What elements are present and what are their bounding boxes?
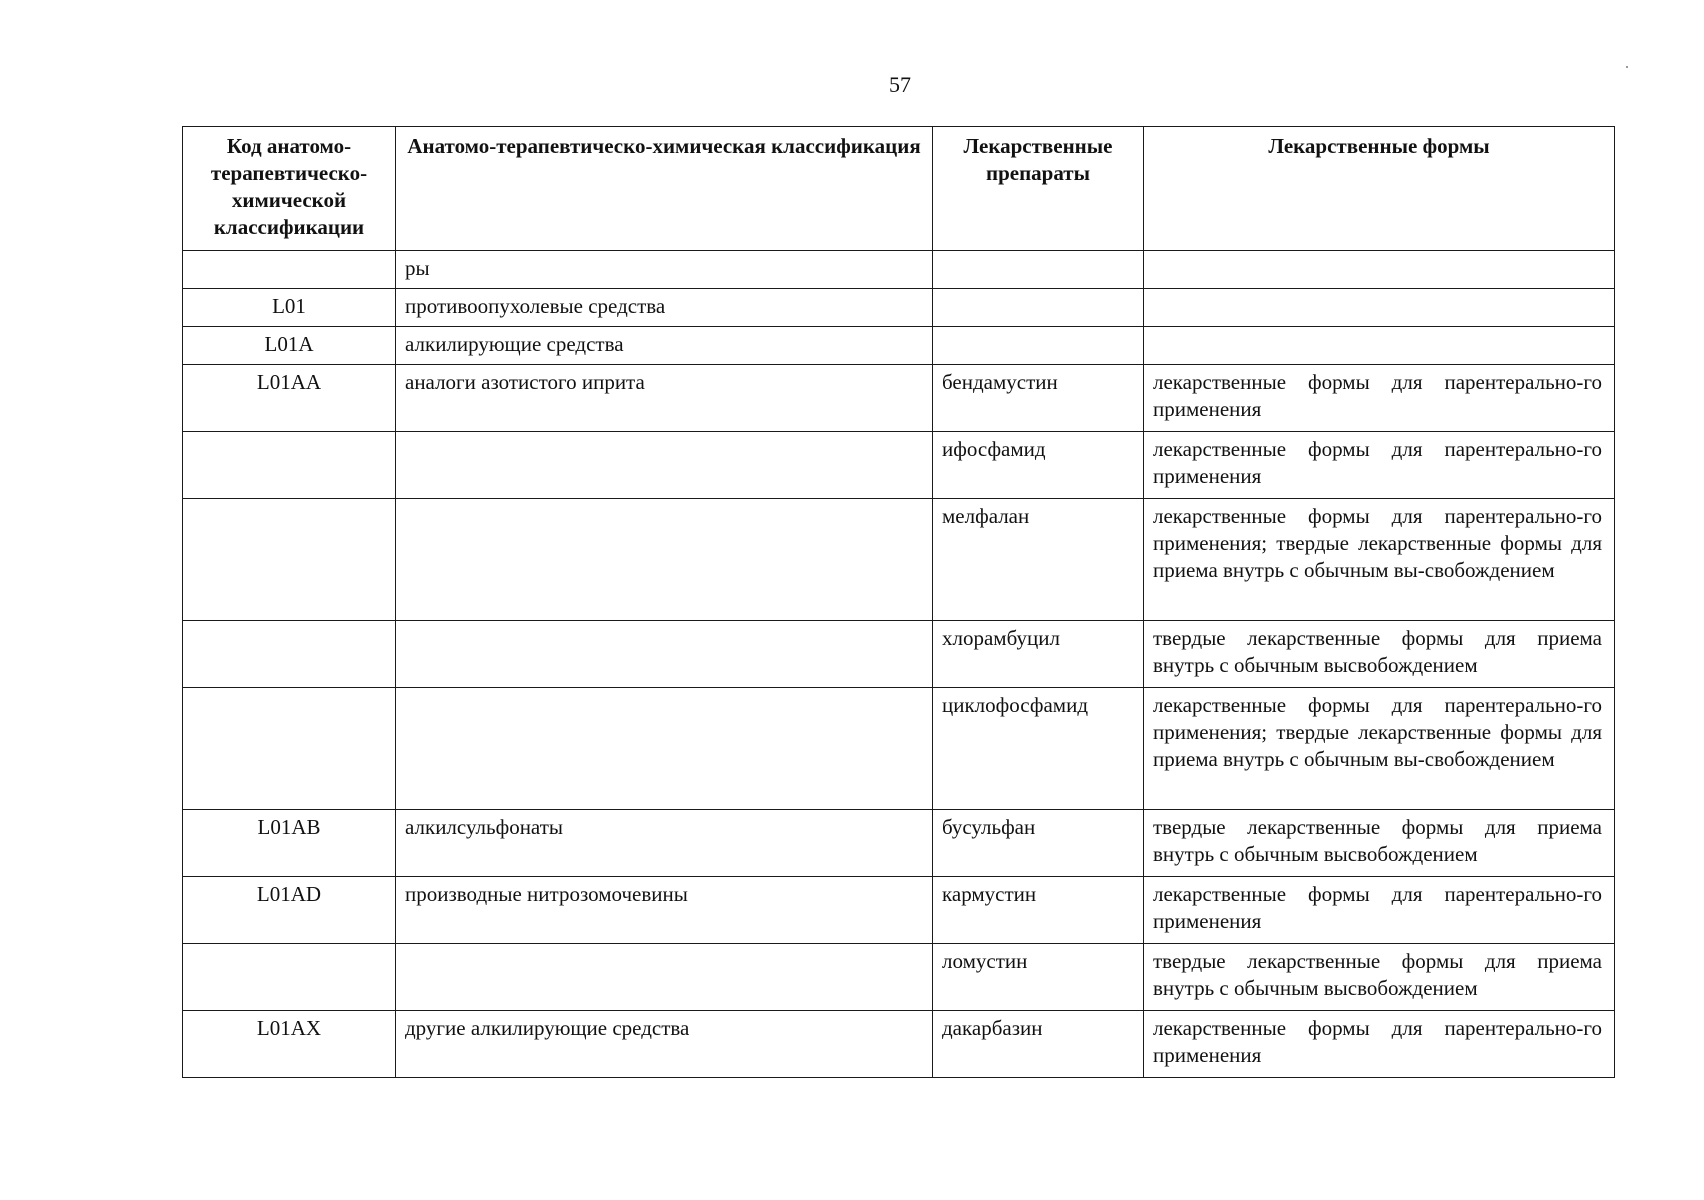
cell-drug: хлорамбуцил — [933, 621, 1144, 688]
cell-code: L01AX — [183, 1011, 396, 1078]
table-header-row — [183, 127, 1615, 251]
header-atc-code: Код анатомо-терапевтическо-химической классификации — [183, 127, 396, 251]
header-dosage-forms: Лекарственные формы — [1144, 127, 1615, 251]
table-row — [183, 1011, 1615, 1078]
cell-forms — [1144, 289, 1615, 327]
atc-table — [182, 126, 1615, 1078]
cell-code: L01AD — [183, 877, 396, 944]
cell-drug — [933, 327, 1144, 365]
header-drugs: Лекарственные препараты — [933, 127, 1144, 251]
cell-classification — [396, 499, 933, 621]
table-row — [183, 432, 1615, 499]
cell-code — [183, 621, 396, 688]
table-row — [183, 289, 1615, 327]
table-row — [183, 365, 1615, 432]
cell-drug — [933, 289, 1144, 327]
cell-classification: производные нитрозомочевины — [396, 877, 933, 944]
cell-forms: твердые лекарственные формы для приема внутрь с обычным высвобождением — [1144, 810, 1615, 877]
cell-drug: ифосфамид — [933, 432, 1144, 499]
cell-code: L01A — [183, 327, 396, 365]
table-row — [183, 327, 1615, 365]
cell-code: L01AA — [183, 365, 396, 432]
cell-code — [183, 499, 396, 621]
cell-forms: лекарственные формы для парентерально-го применения — [1144, 877, 1615, 944]
table-row — [183, 877, 1615, 944]
cell-classification — [396, 432, 933, 499]
table-row — [183, 621, 1615, 688]
cell-code — [183, 688, 396, 810]
cell-classification — [396, 688, 933, 810]
cell-drug: мелфалан — [933, 499, 1144, 621]
cell-forms: лекарственные формы для парентерально-го применения — [1144, 365, 1615, 432]
table-row — [183, 810, 1615, 877]
page-number: 57 — [889, 72, 911, 97]
cell-classification: аналоги азотистого иприта — [396, 365, 933, 432]
cell-classification: другие алкилирующие средства — [396, 1011, 933, 1078]
cell-code — [183, 432, 396, 499]
cell-drug: бендамустин — [933, 365, 1144, 432]
cell-drug: ломустин — [933, 944, 1144, 1011]
cell-drug — [933, 251, 1144, 289]
table-row — [183, 944, 1615, 1011]
cell-code: L01AB — [183, 810, 396, 877]
cell-classification — [396, 944, 933, 1011]
cell-forms: лекарственные формы для парентерально-го применения; твердые лекарственные формы для приема внутрь с обычным вы-свобождением — [1144, 499, 1615, 621]
table-row — [183, 499, 1615, 621]
cell-classification: противоопухолевые средства — [396, 289, 933, 327]
cell-forms: лекарственные формы для парентерально-го применения; твердые лекарственные формы для приема внутрь с обычным вы-свобождением — [1144, 688, 1615, 810]
cell-code — [183, 251, 396, 289]
cell-forms: твердые лекарственные формы для приема внутрь с обычным высвобождением — [1144, 944, 1615, 1011]
cell-drug: дакарбазин — [933, 1011, 1144, 1078]
scan-speck — [1626, 66, 1628, 68]
table-row — [183, 251, 1615, 289]
cell-drug: циклофосфамид — [933, 688, 1144, 810]
cell-classification — [396, 621, 933, 688]
cell-forms: лекарственные формы для парентерально-го применения — [1144, 432, 1615, 499]
cell-drug: кармустин — [933, 877, 1144, 944]
cell-forms — [1144, 251, 1615, 289]
cell-code: L01 — [183, 289, 396, 327]
cell-drug: бусульфан — [933, 810, 1144, 877]
table-row — [183, 688, 1615, 810]
cell-classification: алкилирующие средства — [396, 327, 933, 365]
header-atc-classification: Анатомо-терапевтическо-химическая классификация — [396, 127, 933, 251]
cell-forms: твердые лекарственные формы для приема внутрь с обычным высвобождением — [1144, 621, 1615, 688]
cell-code — [183, 944, 396, 1011]
cell-classification: алкилсульфонаты — [396, 810, 933, 877]
cell-forms: лекарственные формы для парентерально-го применения — [1144, 1011, 1615, 1078]
cell-forms — [1144, 327, 1615, 365]
cell-classification: ры — [396, 251, 933, 289]
